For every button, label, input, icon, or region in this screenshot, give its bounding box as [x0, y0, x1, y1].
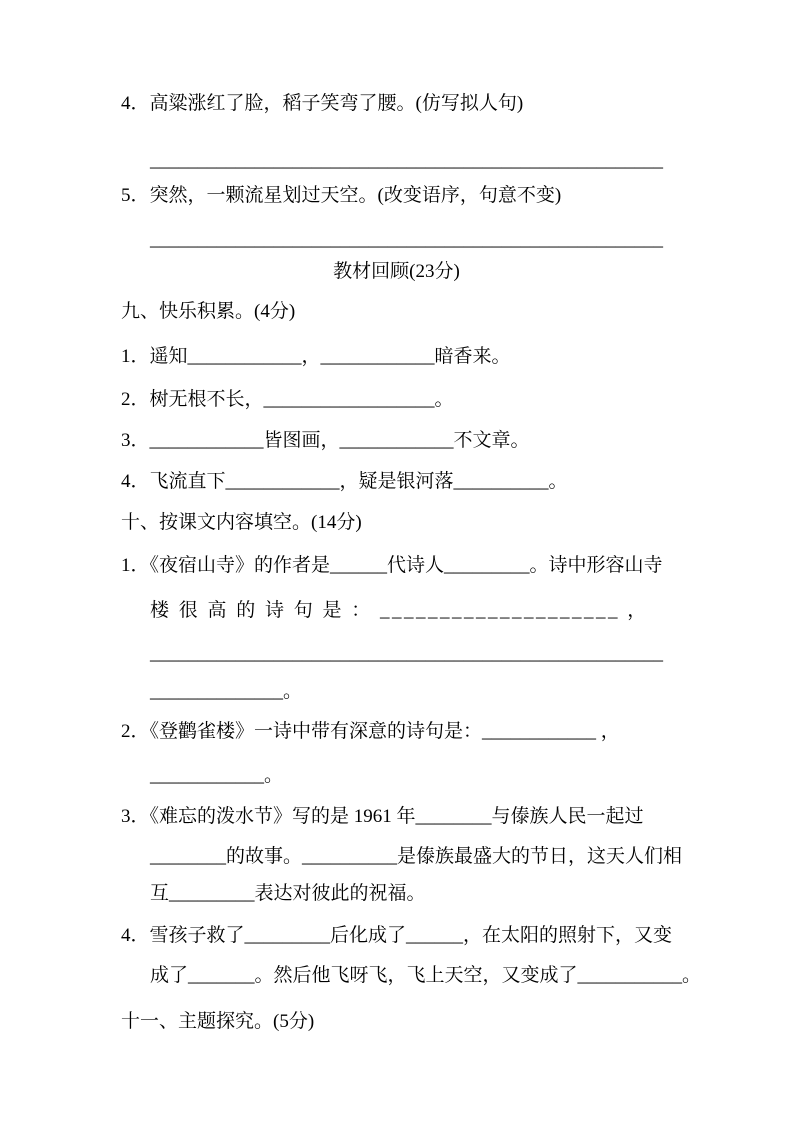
section-10-item-1-line-2: 楼 很 高 的 诗 句 是 ： ____________________ ，	[150, 600, 649, 621]
section-10-item-3-line-1: 3．《难忘的泼水节》写的是 1961 年________与傣族人民一起过	[121, 806, 644, 827]
section-10-item-3-line-2: ________的故事。__________是傣族最盛大的节日，这天人们相	[150, 846, 683, 867]
section-9-item-2: 2．树无根不长，__________________。	[121, 389, 454, 410]
section-header-textbook-review: 教材回顾(23分)	[333, 261, 460, 282]
section-9-item-1: 1．遥知____________，____________暗香来。	[121, 346, 511, 367]
section-10-item-2-line-2: ____________。	[150, 765, 284, 786]
section-10-item-4-line-2: 成了_______。然后他飞呀飞，飞上天空，又变成了___________。	[150, 965, 702, 986]
section-10-item-2-line-1: 2．《登鹳雀楼》一诗中带有深意的诗句是：____________ ，	[121, 721, 620, 742]
question-5-answer-line: ______________________________________________________	[150, 229, 663, 250]
section-9-item-3: 3．____________皆图画，____________不文章。	[121, 430, 530, 451]
section-10-item-3-line-3: 互_________表达对彼此的祝福。	[150, 883, 426, 904]
question-5-text: 5．突然，一颗流星划过天空。(改变语序，句意不变)	[121, 185, 562, 206]
section-10-item-1-answer-line: ______________________________________________________	[150, 643, 663, 664]
section-9-title: 九、快乐积累。(4分)	[121, 301, 296, 322]
section-10-title: 十、按课文内容填空。(14分)	[121, 512, 362, 533]
question-4-answer-line: ______________________________________________________	[150, 150, 663, 171]
section-11-title: 十一、主题探究。(5分)	[121, 1011, 315, 1032]
section-9-item-4: 4．飞流直下____________，疑是银河落__________。	[121, 471, 568, 492]
section-10-item-1-line-1: 1．《夜宿山寺》的作者是______代诗人_________。诗中形容山寺	[121, 555, 663, 576]
section-10-item-4-line-1: 4．雪孩子救了_________后化成了______，在太阳的照射下，又变	[121, 925, 673, 946]
section-10-item-1-line-4: ______________。	[150, 681, 303, 702]
question-4-text: 4．高粱涨红了脸，稻子笑弯了腰。(仿写拟人句)	[121, 93, 524, 114]
